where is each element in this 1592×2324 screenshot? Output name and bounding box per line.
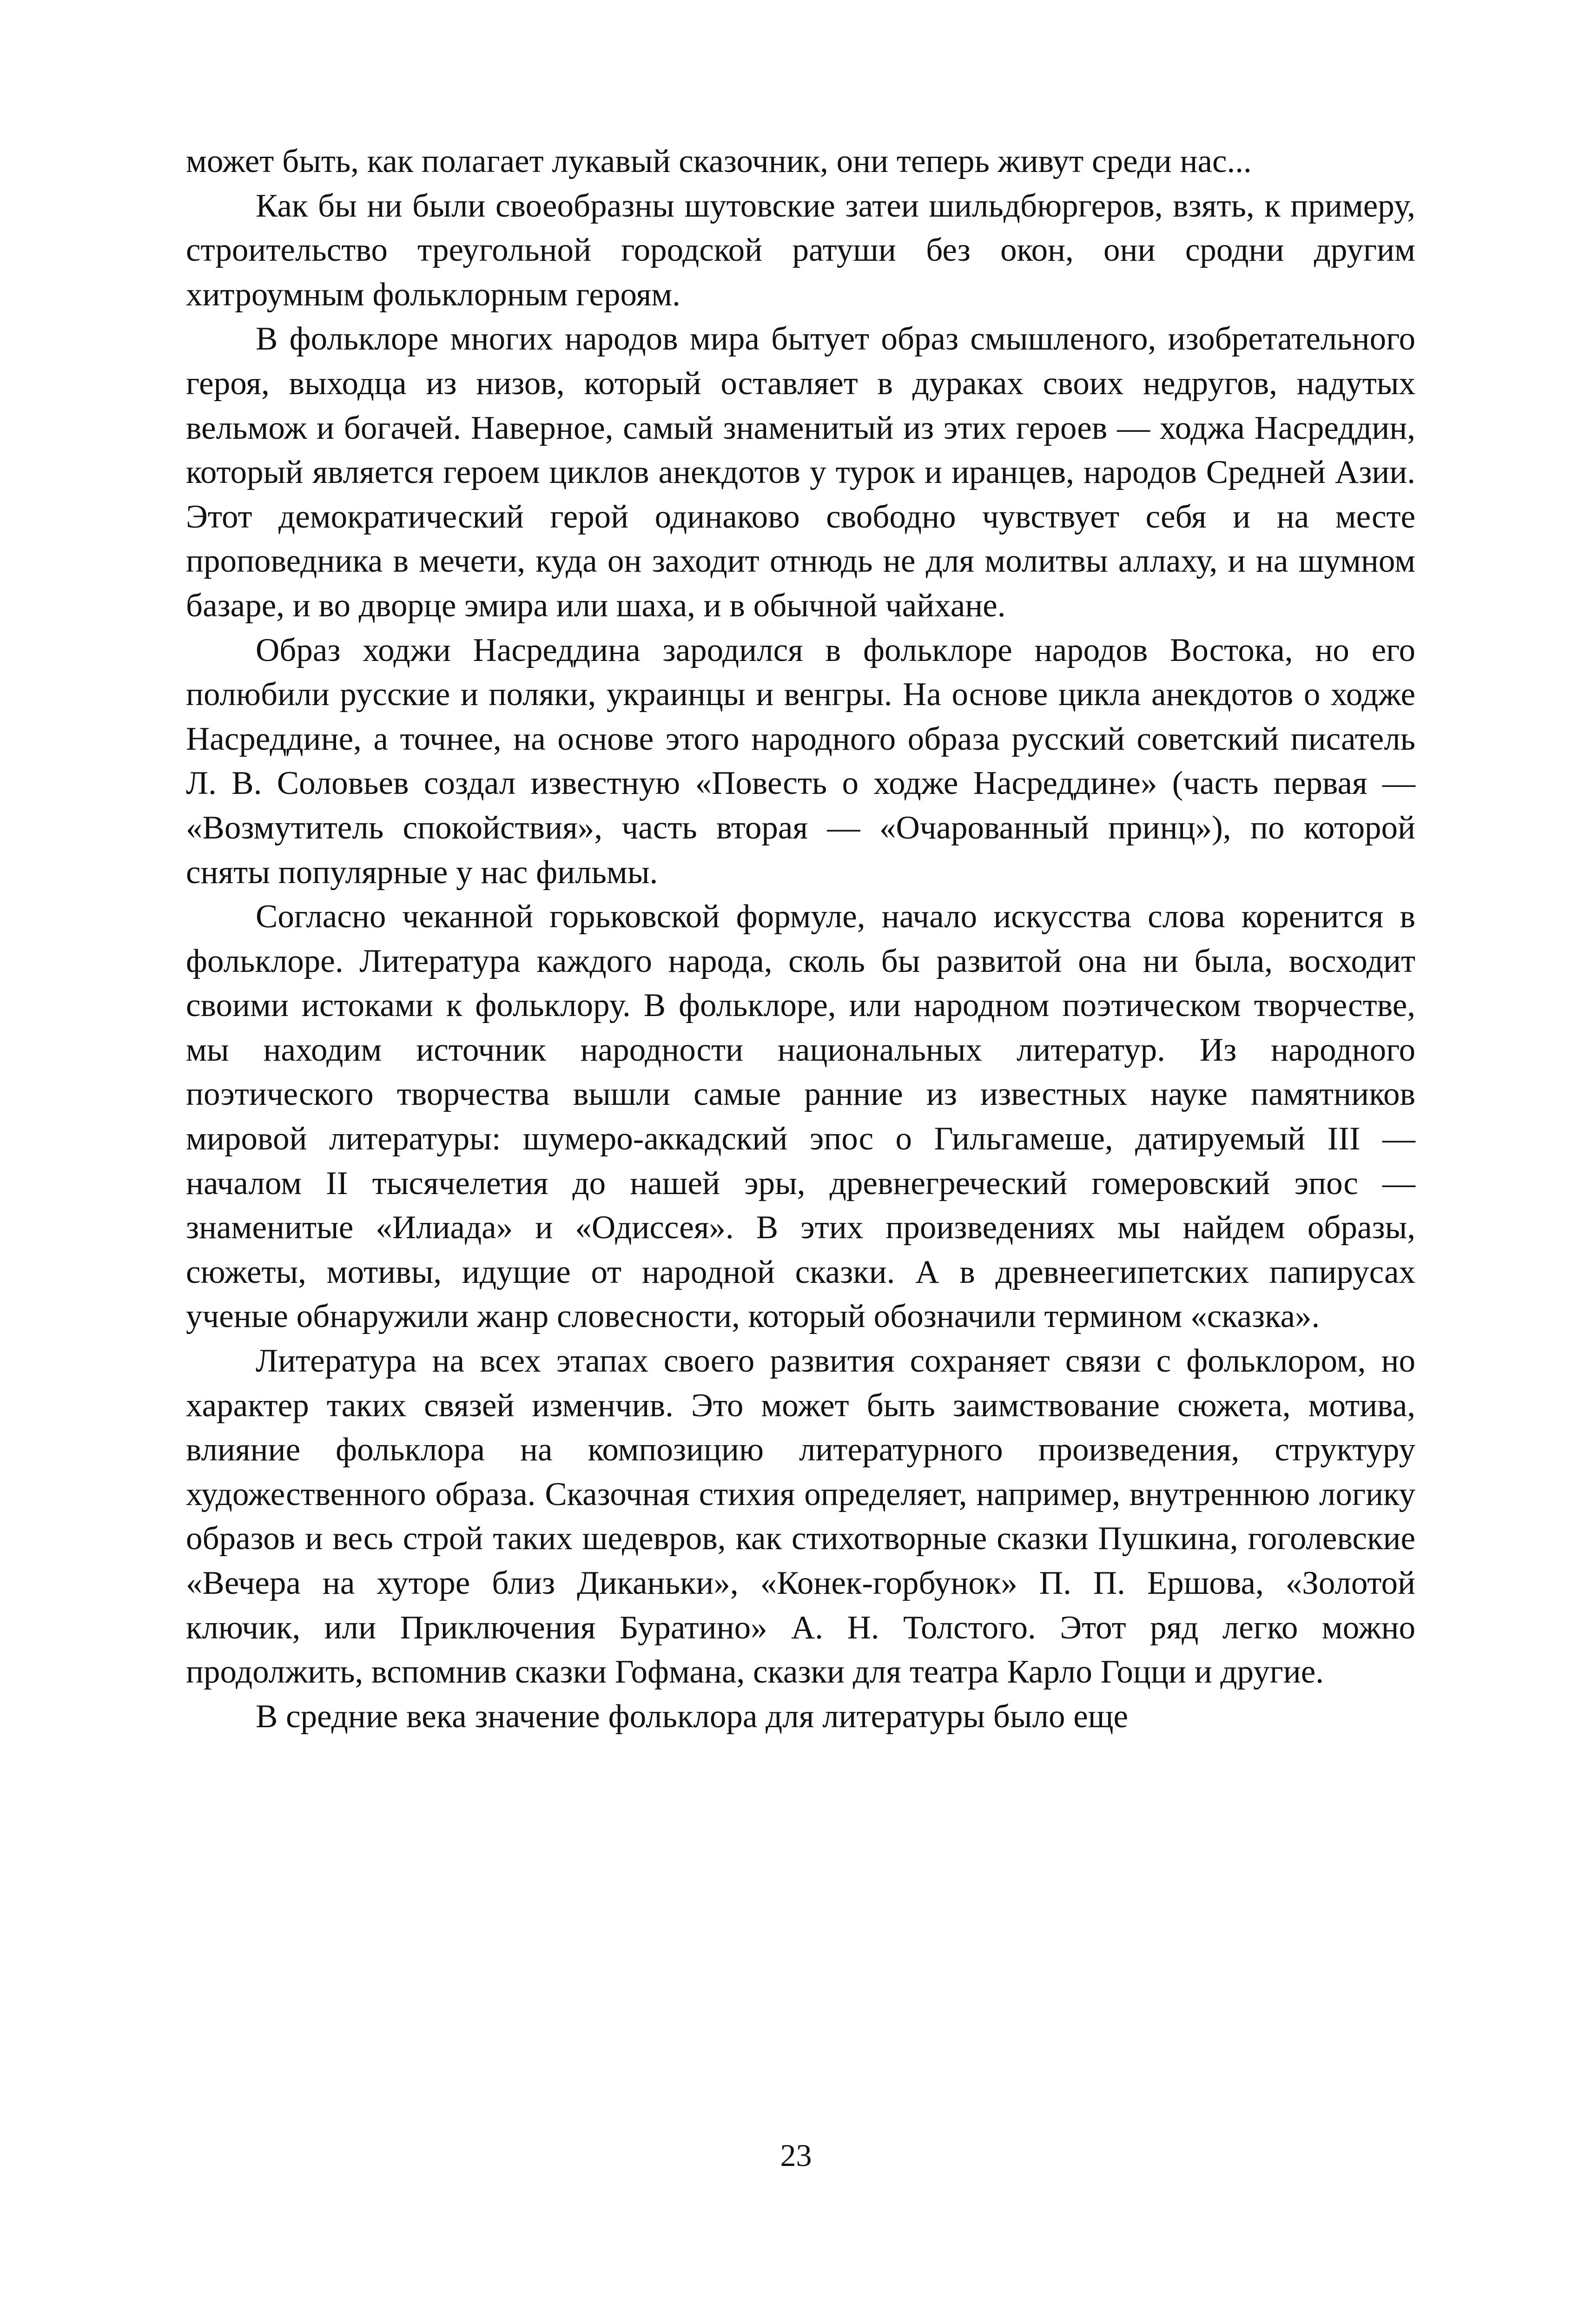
paragraph-continued: может быть, как полагает лукавый сказочник, они теперь живут среди нас... (186, 143, 1252, 179)
paragraph-shildburgers: Как бы ни были своеобразны шутовские затеи шильдбюргеров, взять, к примеру, строительство треугольной городской ратуши без окон, они сродни другим хитроумным фольклорным героям. (186, 187, 1415, 313)
page-number: 23 (780, 2138, 812, 2173)
paragraph-clever-hero: В фольклоре многих народов мира бытует образ смышленого, изобретательного героя, выходца из низов, который оставляет в дураках своих недругов, надутых вельмож и богачей. Наверное, самый знаменитый из этих героев — ходжа Насреддин, который является героем циклов анекдотов у турок и иранцев, народов Средней Азии. Этот демократический герой одинаково свободно чувствует себя и на месте проповедника в мечети, куда он заходит отнюдь не для молитвы аллаху, и на шумном базаре, и во дворце эмира или шаха, и в обычной чайхане. (186, 321, 1415, 624)
paragraph-middle-ages: В средние века значение фольклора для литературы было еще (256, 1698, 1128, 1735)
body-text (186, 139, 1415, 1739)
paragraph-literature-links: Литература на всех этапах своего развития сохраняет связи с фольклором, но характер таких связей изменчив. Это может быть заимствование сюжета, мотива, влияние фольклора на композицию литературного произведения, структуру художественного образа. Сказочная стихия определяет, например, внутреннюю логику образов и весь строй таких шедевров, как стихотворные сказки Пушкина, гоголевские «Вечера на хуторе близ Диканьки», «Конек-горбунок» П. П. Ершова, «Золотой ключик, или Приключения Буратино» А. Н. Толстого. Этот ряд легко можно продолжить, вспомнив сказки Гофмана, сказки для театра Карло Гоцци и другие. (186, 1343, 1415, 1690)
paragraph-folklore-origins: Согласно чеканной горьковской формуле, начало искусства слова коренится в фольклоре. Литература каждого народа, сколь бы развитой она ни была, восходит своими истоками к фольклору. В фольклоре, или народном поэтическом творчестве, мы находим источник народности национальных литератур. Из народного поэтического творчества вышли самые ранние из известных науке памятников мировой литературы: шумеро-аккадский эпос о Гильгамеше, датируемый III — началом II тысячелетия до нашей эры, древнегреческий гомеровский эпос — знаменитые «Илиада» и «Одиссея». В этих произведениях мы найдем образы, сюжеты, мотивы, идущие от народной сказки. А в древнеегипетских папирусах ученые обнаружили жанр словесности, который обозначили термином «сказка». (186, 898, 1415, 1335)
paragraph-nasreddin: Образ ходжи Насреддина зародился в фольклоре народов Востока, но его полюбили русские и поляки, украинцы и венгры. На основе цикла анекдотов о ходже Насреддине, а точнее, на основе этого народного образа русский советский писатель Л. В. Соловьев создал известную «Повесть о ходже Насреддине» (часть первая — «Возмутитель спокойствия», часть вторая — «Очарованный принц»), по которой сняты популярные у нас фильмы. (186, 632, 1415, 891)
